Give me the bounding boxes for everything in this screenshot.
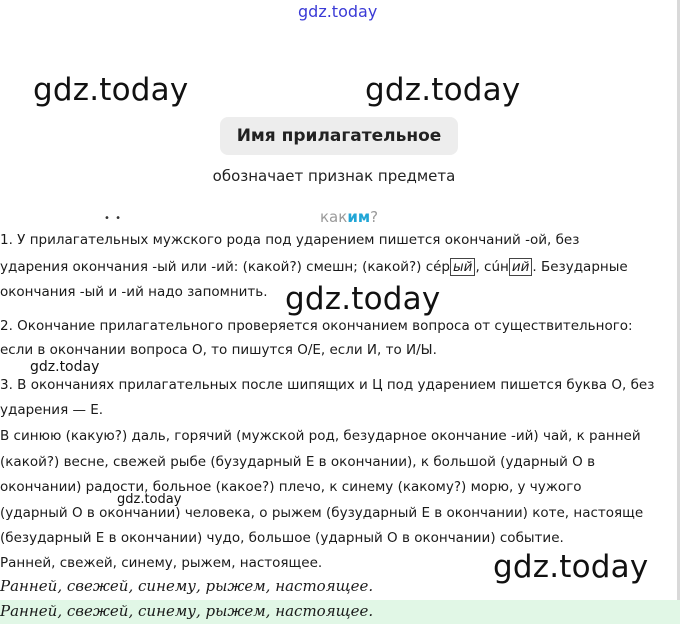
example-line-3: окончании) радости, больное (какое?) плечо, к синему (какому?) морю, у чужого bbox=[0, 479, 582, 495]
page-title: Имя прилагательное bbox=[220, 117, 458, 155]
ending-box-2: ий bbox=[509, 258, 533, 276]
rule-3-line-1: 3. В окончаниях прилагательных после шипящих и Ц под ударением пишется буква О, без bbox=[0, 377, 655, 393]
watermark-middle: gdz.today bbox=[285, 281, 441, 317]
example-line-5: (безударный Е в окончании) чудо, большое (ударный О в окончании) событие. bbox=[0, 530, 564, 546]
rule-1-line-1: 1. У прилагательных мужского рода под ударением пишется окончаний -ой, без bbox=[0, 232, 580, 248]
subtitle: обозначает признак предмета bbox=[212, 167, 456, 185]
example-line-6: Ранней, свежей, синему, рыжем, настоящее. bbox=[0, 555, 323, 571]
ending-box-1: ый bbox=[450, 258, 475, 276]
answer-highlighted: Ранней, свежей, синему, рыжем, настоящее. bbox=[0, 602, 374, 620]
rule-1-line-3: окончания -ый и -ий надо запомнить. bbox=[0, 284, 268, 300]
watermark-right: gdz.today bbox=[365, 72, 521, 108]
watermark-top: gdz.today bbox=[298, 2, 378, 21]
answer-italic: Ранней, свежей, синему, рыжем, настоящее. bbox=[0, 577, 374, 595]
rule-1-line-2: ударения окончания -ый или -ий: (какой?) смешн; (какой?) сéр ый , сúн ий . Безударные bbox=[0, 259, 628, 275]
rule-3-line-2: ударения — Е. bbox=[0, 402, 104, 418]
question-label: каким? bbox=[320, 208, 379, 226]
watermark-small-a: gdz.today bbox=[30, 359, 100, 375]
decorative-dots: • • bbox=[104, 213, 122, 224]
rule-2-line-2: если в окончании вопроса О, то пишутся О/Е, если И, то И/Ы. bbox=[0, 342, 437, 358]
example-line-2: (какой?) весне, свежей рыбе (бузударный Е в окончании), к большой (ударный О в bbox=[0, 454, 596, 470]
watermark-small-b: gdz.today bbox=[117, 492, 182, 507]
watermark-left: gdz.today bbox=[33, 72, 189, 108]
watermark-bottom: gdz.today bbox=[493, 549, 649, 585]
rule-2-line-1: 2. Окончание прилагательного проверяется окончанием вопроса от существительного: bbox=[0, 318, 633, 334]
example-line-4: (ударный О в окончании) человека, о рыжем (бузударный Е в окончании) коте, настояще bbox=[0, 505, 644, 521]
example-line-1: В синюю (какую?) даль, горячий (мужской род, безударное окончание -ий) чай, к ранней bbox=[0, 428, 641, 444]
